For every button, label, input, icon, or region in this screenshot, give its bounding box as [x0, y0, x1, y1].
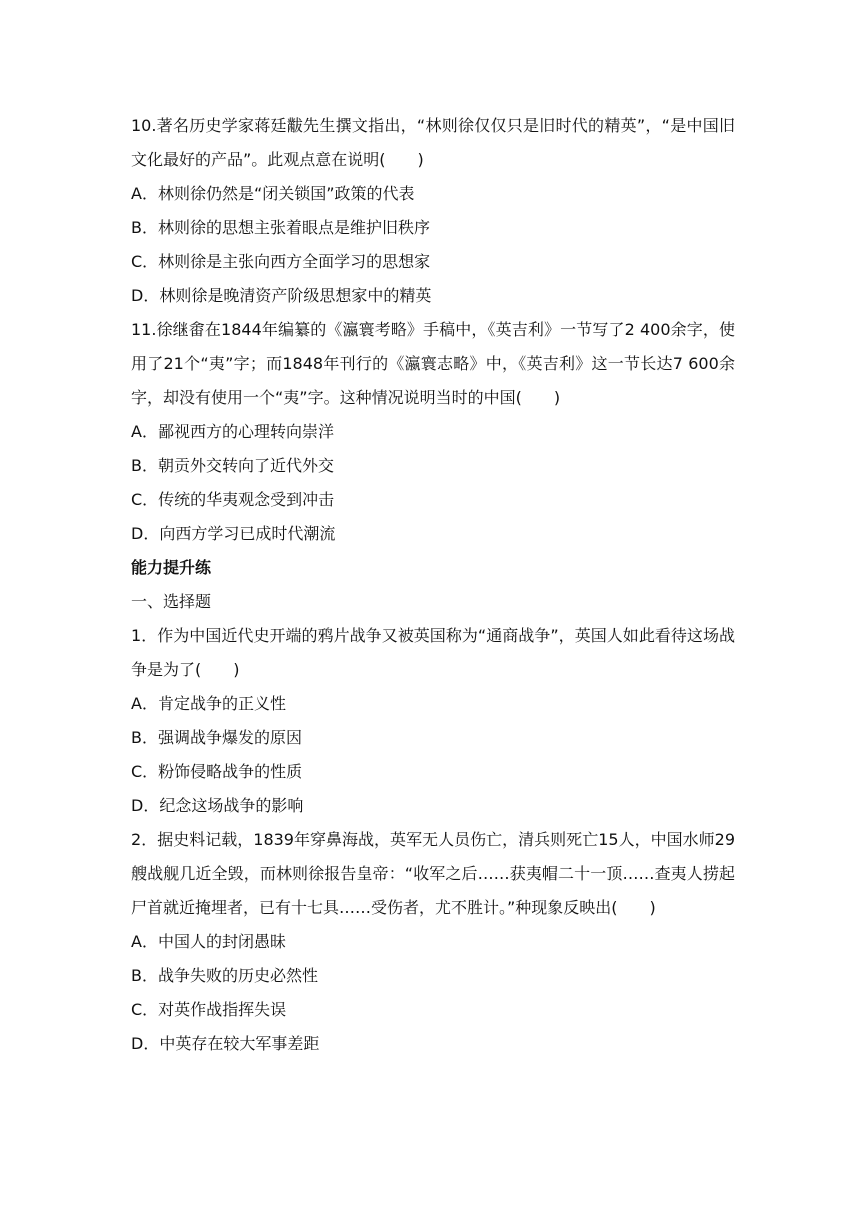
question-11-option-a: A．鄙视西方的心理转向崇洋: [131, 422, 334, 441]
subsection-title: 一、选择题: [131, 592, 212, 611]
question-11-stem: 11.徐继畬在1844年编纂的《瀛寰考略》手稿中，《英吉利》一节写了2 400余字，使用了21个“夷”字；而1848年刊行的《瀛寰志略》中，《英吉利》这一节长达7 600余字，却没有使用一个“夷”字。这种情况说明当时的中国( ): [131, 320, 735, 407]
document-content: [131, 109, 735, 1061]
question-10: [131, 109, 735, 313]
question-1: [131, 619, 735, 823]
question-1-option-a: A．肯定战争的正义性: [131, 694, 286, 713]
question-11-option-b: B．朝贡外交转向了近代外交: [131, 456, 334, 475]
question-10-option-c: C．林则徐是主张向西方全面学习的思想家: [131, 252, 431, 271]
question-2-stem: 2．据史料记载，1839年穿鼻海战，英军无人员伤亡，清兵则死亡15人，中国水师29艘战舰几近全毁，而林则徐报告皇帝：“收军之后……获夷帽二十一顶……查夷人捞起尸首就近掩埋者，已有十七具……受伤者，尤不胜计。”种现象反映出( ): [131, 830, 735, 917]
question-1-option-d: D．纪念这场战争的影响: [131, 796, 304, 815]
question-1-option-c: C．粉饰侵略战争的性质: [131, 762, 303, 781]
question-11-option-d: D．向西方学习已成时代潮流: [131, 524, 336, 543]
question-11-option-c: C．传统的华夷观念受到冲击: [131, 490, 335, 509]
question-1-option-b: B．强调战争爆发的原因: [131, 728, 302, 747]
question-2: [131, 823, 735, 1061]
question-10-option-a: A．林则徐仍然是“闭关锁国”政策的代表: [131, 184, 415, 203]
question-10-stem: 10.著名历史学家蒋廷黻先生撰文指出，“林则徐仅仅只是旧时代的精英”，“是中国旧文化最好的产品”。此观点意在说明( ): [131, 116, 735, 169]
question-10-option-d: D．林则徐是晚清资产阶级思想家中的精英: [131, 286, 432, 305]
question-2-option-b: B．战争失败的历史必然性: [131, 966, 318, 985]
question-1-stem: 1．作为中国近代史开端的鸦片战争又被英国称为“通商战争”，英国人如此看待这场战争是为了( ): [131, 626, 735, 679]
question-2-option-c: C．对英作战指挥失误: [131, 1000, 287, 1019]
question-2-option-a: A．中国人的封闭愚昧: [131, 932, 286, 951]
section-title: 能力提升练: [131, 558, 212, 577]
question-11: [131, 313, 735, 551]
question-10-option-b: B．林则徐的思想主张着眼点是维护旧秩序: [131, 218, 430, 237]
question-2-option-d: D．中英存在较大军事差距: [131, 1034, 320, 1053]
